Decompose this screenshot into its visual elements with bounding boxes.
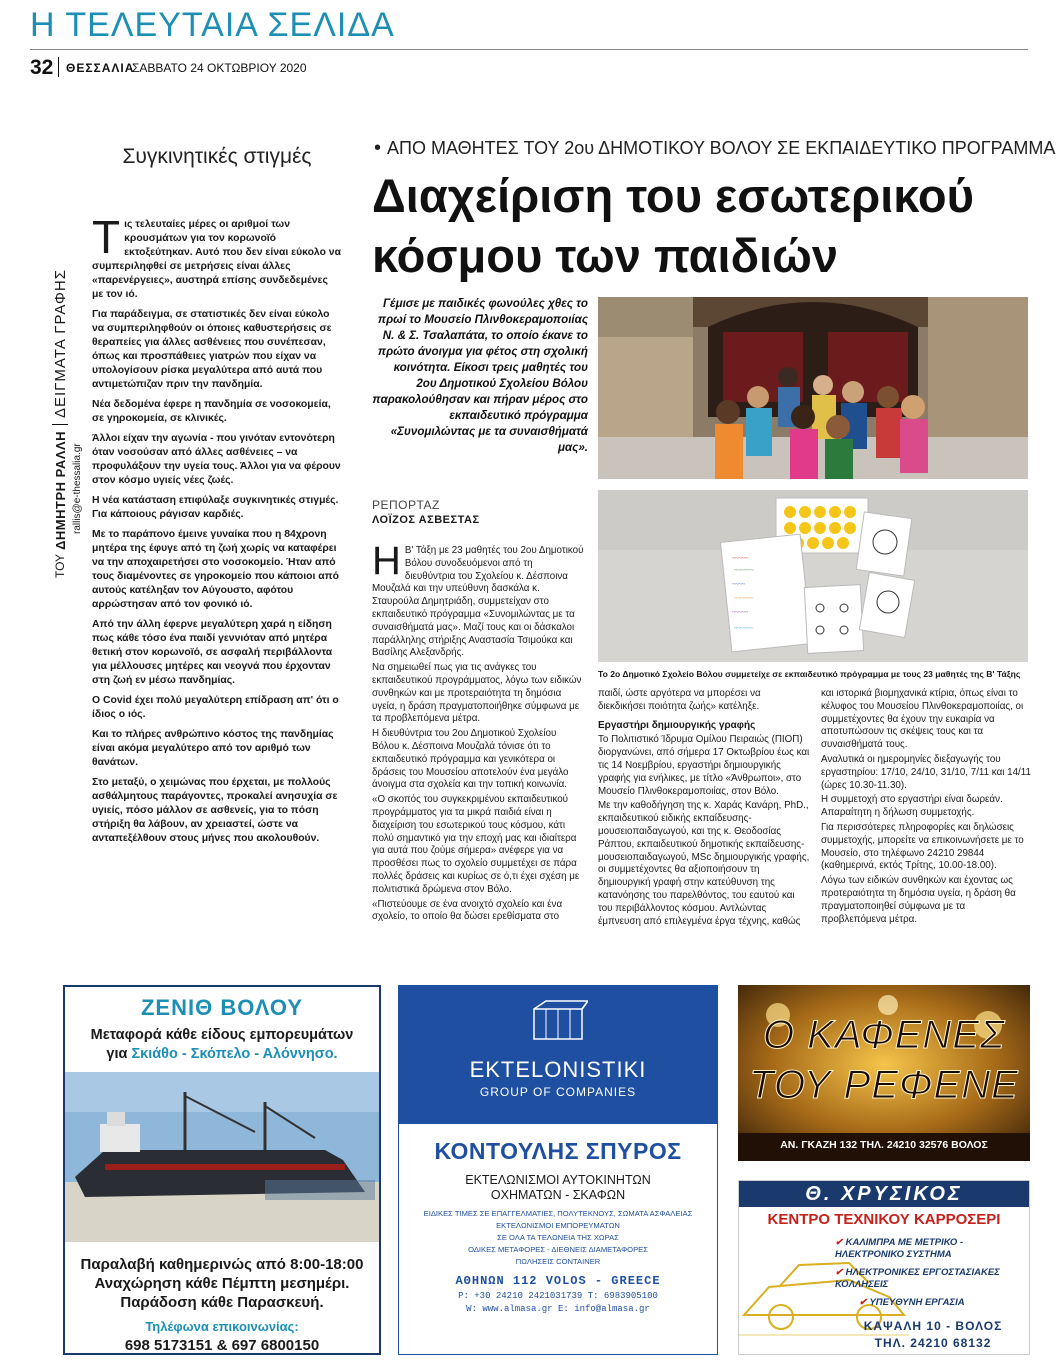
ad-customs-name: ΚΟΝΤΟΥΛΗΣ ΣΠΥΡΟΣ (434, 1138, 682, 1164)
paper-name: ΘΕΣΣΑΛΙΑ (66, 61, 135, 75)
svg-text:~~~~~~: ~~~~~~ (734, 568, 754, 574)
ship-illustration (65, 1072, 379, 1242)
column-paragraph: Στο μεταξύ, ο χειμώνας που έρχεται, με πολλούς ασθάλμητους παράγοντες, προκαλεί ανησυχία σε υγιείς, πόσο μάλλον σε ασθενείς, για το πόση στήριξη θα λάβουν, αν χρειαστεί, ώστε να ανταπεξέλθουν στους μήνες που ακολουθούν. (92, 777, 338, 844)
check-icon: ✔ (835, 1237, 843, 1248)
reporter-name: ΛΟΪΖΟΣ ΑΣΒΕΣΤΑΣ (372, 514, 480, 526)
photo-children-museum (598, 297, 1028, 479)
column-byline (48, 208, 72, 578)
article-dropcap: Η (372, 539, 401, 583)
svg-text:~~~~~: ~~~~~ (732, 610, 749, 616)
article-paragraph: παιδί, ώστε αργότερα να μπορέσει να διεκδικήσει ποιότητα ζωής» κατέληξε. (598, 688, 761, 712)
article-paragraph: και ιστορικά βιομηχανικά κτίρια, όπως είναι το κέλυφος του Μουσείου Πλινθοκεραμοποιίας, οι συμμετέχοντες θα έχουν την ευκαιρία να αποτυπώσουν τις σκέψεις τους και τα συναισθήματά τους. (821, 688, 1024, 751)
ad-zenith-delivery: Παράδοση κάθε Παρασκευή. (120, 1294, 324, 1311)
ad-zenith-line1: Μεταφορά κάθε είδους εμπορευμάτων (90, 1027, 354, 1043)
container-logo-icon (528, 999, 588, 1041)
ad-cafe-line1: Ο ΚΑΦΕΝΕΣ (763, 1013, 1005, 1057)
ad-chrysikos-feature: ✔ ΚΑΛΙΜΠΡΑ ΜΕ ΜΕΤΡΙΚΟ - ΗΛΕΚΤΡΟΝΙΚΟ ΣΥΣΤΗΜΑ (835, 1237, 964, 1260)
ad-customs-group: GROUP OF COMPANIES (479, 1085, 637, 1099)
ad-customs-address: ΑΘΗΝΩΝ 112 VOLOS - GREECE (455, 1274, 661, 1288)
ad-zenith-line2: για Σκιάθο - Σκόπελο - Αλόννησο. (106, 1046, 338, 1062)
ad-zenith-pickup: Παραλαβή καθημερινώς από 8:00-18:00 (80, 1256, 364, 1273)
ad-zenith-departure: Αναχώρηση κάθε Πέμπτη μεσημέρι. (94, 1275, 350, 1292)
article-paragraph: «Πιστεύουμε σε ένα ανοιχτό σχολείο και ένα σχολείο, το οποίο θα δώσει ερεθίσματα στο (372, 898, 563, 923)
photo-emotion-cards (598, 490, 1028, 662)
column-dropcap: Τ (92, 211, 121, 263)
column-heading: Συγκινητικές στιγμές (122, 145, 312, 168)
author-email-text[interactable]: rallis@e-thessalia.gr (72, 443, 83, 534)
column-paragraph: Άλλοι είχαν την αγωνία - που γινόταν εντονότερη όταν νοσούσαν από άλλες ασθένειες – να προφυλάξουν την υγεία τους. Άλλοι για να φέρουν στον κόσμο υγιείς νέες ζωές. (92, 433, 341, 486)
svg-text:~~~~~: ~~~~~ (732, 556, 749, 562)
ad-chrysikos-feature: ✔ ΗΛΕΚΤΡΟΝΙΚΕΣ ΕΡΓΟΣΤΑΣΙΑΚΕΣ ΚΟΛΛΗΣΕΙΣ (835, 1267, 1000, 1290)
byline-divider (52, 424, 68, 425)
reportage-label: ΡΕΠΟΡΤΑΖ (372, 498, 440, 512)
article-column-1 (372, 539, 584, 926)
article-lead: Γέμισε με παιδικές φωνούλες χθες το πρωί το Μουσείο Πλινθοκεραμοποιίας Ν. & Σ. Τσαλαπάτα, το οποίο έκανε το πρώτο άνοιγμα για φέτος στη σχολική κοινότητα. Είκοσι τρεις μαθητές του 2ου Δημοτικού Σχολείου Βόλου παρακολούθησαν και πήραν μέρος στο εκπαιδευτικό πρόγραμμα «Συνομιλώντας με τα συναισθήματά μας». (372, 297, 588, 454)
article-paragraph: Η Β' Τάξη με 23 μαθητές του 2ου Δημοτικού Βόλου συνοδευόμενοι από τη διευθύντρια του Σχολείου κ. Δέσποινα Μουζαλά και την υπεύθυνη δασκάλα κ. Σταυρούλα Δημητριάδη, συμμετείχαν στο εκπαιδευτικό πρόγραμμα «Συνομιλώντας με τα συναισθήματά μας». Μαζί τους και οι δάσκαλοι παράλληλης στήριξης Αναστασία Τσιμούκα και Βασίλης Αλεξανδρής. (372, 539, 584, 659)
ad-zenith-title: ΖΕΝΙΘ ΒΟΛΟΥ (140, 995, 303, 1020)
column-paragraph: Για παράδειγμα, σε στατιστικές δεν είναι εύκολο να συμπεριληφθούν οι όποιες καθυστερήσεις σε θεραπείες για άλλες ασθένειες που συνέπεσαν, όπως και προσπάθειες γιατρών που είχαν να υπολογίσουν ρίσκα μεγαλύτερα από αυτά που αντιμετώπιζαν πριν την πανδημία. (92, 309, 332, 390)
ad-cafe-line2: ΤΟΥ ΡΕΦΕΝΕ (749, 1063, 1019, 1107)
ad-chrysikos-address: ΚΑΨΑΛΗ 10 - ΒΟΛΟΣ (863, 1319, 1003, 1333)
ad-chrysikos-title: ΚΕΝΤΡΟ ΤΕΧΝΙΚΟΥ ΚΑΡΡΟΣΕΡΙ (767, 1211, 1001, 1228)
article-kicker: • ΑΠΟ ΜΑΘΗΤΕΣ ΤΟΥ 2ου ΔΗΜΟΤΙΚΟΥ ΒΟΛΟΥ ΣΕ ΕΚΠΑΙΔΕΥΤΙΚΟ ΠΡΟΓΡΑΜΜΑ (374, 137, 1056, 159)
ad-zenith-volou (63, 985, 381, 1355)
article-subheading: Εργαστήρι δημιουργικής γραφής (598, 719, 756, 731)
ad-customs-web[interactable]: W: www.almasa.gr E: info@almasa.gr (466, 1304, 650, 1314)
section-title: Η ΤΕΛΕΥΤΑΙΑ ΣΕΛΙΔΑ (30, 6, 395, 44)
page-number: 32 (30, 56, 54, 79)
column-paragraph: Με το παράπονο έμεινε γυναίκα που η 84χρονη μητέρα της έφυγε από τη ζωή χωρίς να καταφέρει να την αποχαιρετήσει στο νοσοκομείο. Ήταν από τους διαμένοντες σε γηροκομείο που κάποιοι από αυτούς κατέληξαν τον Αύγουστο, αφότου αρρώστησαν από τον φονικό ιό. (92, 529, 339, 610)
ad-customs-phones: P: +30 24210 2421031739 T: 6983905100 (458, 1291, 658, 1301)
page-number-divider (58, 57, 59, 77)
check-icon: ✔ (835, 1267, 843, 1278)
column-author: ΔΗΜΗΤΡΗ ΡΑΛΛΗ (52, 431, 68, 550)
article-paragraph: Αναλυτικά οι ημερομηνίες διεξαγωγής του εργαστηρίου: 17/10, 24/10, 31/10, 7/11 και 14/11 (ώρες 10.30-11.30). (821, 753, 1031, 791)
article-paragraph: Για περισσότερες πληροφορίες και δηλώσεις συμμετοχής, μπορείτε να επικοινωνήσετε με το Μουσείο, στο τηλέφωνο 24210 29844 (καθημερινά, εκτός Τρίτης, 10.00-18.00). (821, 821, 1024, 872)
ad-zenith-destinations: Σκιάθο - Σκόπελο - Αλόννησο. (131, 1046, 338, 1062)
column-paragraph: Και το πλήρες ανθρώπινο κόστος της πανδημίας είναι ακόμα μεγαλύτερο από τον αριθμό των θανάτων. (92, 729, 334, 768)
byline-prefix: ΤΟΥ (53, 553, 67, 578)
svg-text:~~~~~~: ~~~~~~ (734, 626, 754, 632)
ad-chrysikos-feature: ✔ ΥΠΕΥΘΥΝΗ ΕΡΓΑΣΙΑ (859, 1297, 965, 1308)
photo-children-museum-illustration (598, 297, 1028, 479)
column-paragraph: Η νέα κατάσταση επιφύλαξε συγκινητικές στιγμές. Για κάποιους ράγισαν καρδιές. (92, 495, 339, 520)
photo-caption: Το 2ο Δημοτικό Σχολείο Βόλου συμμετείχε σε εκπαιδευτικό πρόγραμμα με τους 23 μαθητές της Β' Τάξης (598, 669, 1021, 679)
column-paragraph: Νέα δεδομένα έφερε η πανδημία σε νοσοκομεία, σε γηροκομεία, σε κλινικές. (92, 399, 331, 424)
column-body (92, 211, 342, 852)
header-rule (30, 49, 1028, 50)
article-paragraph: Η συμμετοχή στο εργαστήρι είναι δωρεάν. Απαραίτητη η δήλωση συμμετοχής. (821, 794, 1003, 819)
author-email[interactable] (72, 404, 88, 534)
kicker-bullet: • (374, 137, 382, 159)
column-paragraph: Από την άλλη έφερνε μεγαλύτερη χαρά η είδηση πως κάθε τόσο ένα παιδί γεννιόταν από μητέρα θετική στον κορωνοϊό, σε ασφαλή περιβάλλοντα για μέλλουσες μητέρες και νεογνά που έρχονταν στη ζωή εν μέσω πανδημίας. (92, 619, 333, 686)
ad-chrysikos (738, 1180, 1030, 1355)
ad-chrysikos-phone: ΤΗΛ. 24210 68132 (874, 1336, 992, 1350)
ad-ektelonistiki (398, 985, 718, 1355)
photo-emotion-cards-illustration (598, 490, 1028, 662)
ad-customs-banner (398, 985, 718, 1123)
ad-cafe-address: ΑΝ. ΓΚΑΖΗ 132 ΤΗΛ. 24210 32576 ΒΟΛΟΣ (780, 1139, 988, 1151)
svg-text:~~~~~~: ~~~~~~ (734, 596, 754, 602)
check-icon: ✔ (859, 1297, 867, 1308)
ad-customs-brand: EKTELONISTIKI (469, 1057, 647, 1082)
ad-customs-service1: ΕΚΤΕΛΩΝΙΣΜΟΙ ΑΥΤΟΚΙΝΗΤΩΝ (465, 1173, 651, 1187)
column-paragraph: Τις τελευταίες μέρες οι αριθμοί των κρουσμάτων για τον κορωνοϊό εκτοξεύτηκαν. Αυτό που δεν είναι εύκολο να συμπεριληφθεί σε μετρήσεις είναι άλλες «παρενέργειες», αυστηρά επίσης συνδεδεμένες με τον ιό. (92, 211, 341, 300)
article-headline: Διαχείριση του εσωτερικού κόσμου των παιδιών (372, 169, 974, 282)
issue-date: ΣΑΒΒΑΤΟ 24 ΟΚΤΩΒΡΙΟΥ 2020 (132, 61, 307, 75)
article-column-2 (598, 688, 810, 930)
ad-cafe-refene (738, 985, 1030, 1161)
article-column-3 (821, 688, 1033, 928)
article-paragraph: Το Πολιτιστικό Ίδρυμα Ομίλου Πειραιώς (ΠΙΟΠ) διοργανώνει, από σήμερα 17 Οκτωβρίου έως και τις 14 Νοεμβρίου, εργαστήρι δημιουργικής γραφής για ενήλικες, με τίτλο «Άνθρωποι», στο Μουσείο Πλινθοκεραμοποιίας, στον Βόλο. (598, 734, 810, 797)
article-paragraph: Λόγω των ειδικών συνθηκών και έχοντας ως προτεραιότητα τη δημόσια υγεία, η δράση θα πραγματοποιηθεί σύμφωνα με τα προβλεπόμενα μέτρα. (821, 875, 1016, 925)
ad-customs-body (398, 1123, 718, 1355)
ad-zenith-phones-label: Τηλέφωνα επικοινωνίας: (145, 1319, 299, 1334)
article-paragraph: Να σημειωθεί πως για τις ανάγκες του εκπαιδευτικού προγράμματος, λόγω των ειδικών συνθηκών και με προτεραιότητα τη δημόσια υγεία, η δράση πραγματοποιήθηκε σύμφωνα με τα προβλεπόμενα μέτρα. (372, 662, 582, 725)
column-name: ΔΕΙΓΜΑΤΑ ΓΡΑΦΗΣ (51, 268, 69, 419)
article-paragraph: Η διευθύντρια του 2ου Δημοτικού Σχολείου Βόλου κ. Δέσποινα Μουζαλά τόνισε ότι το εκπαιδευτικό πρόγραμμα και γενικότερα οι δράσεις του Μουσείου αποτελούν ένα μεγάλο άνοιγμα στα σχολεία και την τοπική κοινωνία. (372, 728, 569, 791)
ad-customs-lines: ΕΙΔΙΚΕΣ ΤΙΜΕΣ ΣΕ ΕΠΑΓΓΕΛΜΑΤΙΕΣ, ΠΟΛΥΤΕΚΝΟΥΣ, ΣΩΜΑΤΑ ΑΣΦΑΛΕΙΑΣ ΕΚΤΕΛΩΝΙΣΜΟΙ ΕΜΠΟΡΕΥΜΑΤΩΝ ΣΕ ΟΛΑ ΤΑ ΤΕΛΩΝΕΙΑ ΤΗΣ ΧΩΡΑΣ ΟΔΙΚΕΣ ΜΕΤΑΦΟΡΕΣ - ΔΙΕΘΝΕΙΣ ΔΙΑΜΕΤΑΦΟΡΕΣ ΠΩΛΗΣΕΙΣ CONTAINER (423, 1209, 693, 1266)
ad-customs-service2: ΟΧΗΜΑΤΩΝ - ΣΚΑΦΩΝ (490, 1188, 626, 1202)
article-paragraph: «Ο σκοπός του συγκεκριμένου εκπαιδευτικού προγράμματος για τα μικρά παιδιά είναι η διαχείριση του εσωτερικού τους κόσμου, κάτι πολύ σημαντικό για την εποχή μας και ιδιαίτερα για αυτά που ζούμε σήμερα» ανέφερε για να προσθέσει πως το σχολείο συμμετέχει σε πάρα πολλές δράσεις και κυρίως σε ό,τι έχει σχέση με πολιτιστικά δρώμενα στον Βόλο. (372, 794, 580, 895)
svg-text:~~~~: ~~~~ (732, 582, 745, 588)
column-paragraph: Ο Covid έχει πολύ μεγαλύτερη επίδραση απ' ότι ο ίδιος ο ιός. (92, 695, 339, 720)
ad-chrysikos-name: Θ. ΧΡΥΣΙΚΟΣ (739, 1181, 1029, 1207)
ad-zenith-phones: 698 5173151 & 697 6800150 (124, 1337, 320, 1354)
article-paragraph: Με την καθοδήγηση της κ. Χαράς Κανάρη, PhD., εκπαιδευτικού ειδικής εκπαίδευσης-μουσειοπαιδαγωγού, και της κ. Θεοδοσίας Ράπτου, εκπαιδευτικού δημοτικής εκπαίδευσης-μουσειοπαιδαγωγού, MSc δημιουργικής γραφής, οι συμμετέχοντες θα αξιοποιήσουν τη δημιουργική γραφή στην κατεύθυνση της κατανόησης του παρελθόντος, του εαυτού και του περιβάλλοντος κόσμου. Αντλώντας έμπνευση από επιλεγμένα έργα τέχνης, καθώς (598, 800, 810, 927)
